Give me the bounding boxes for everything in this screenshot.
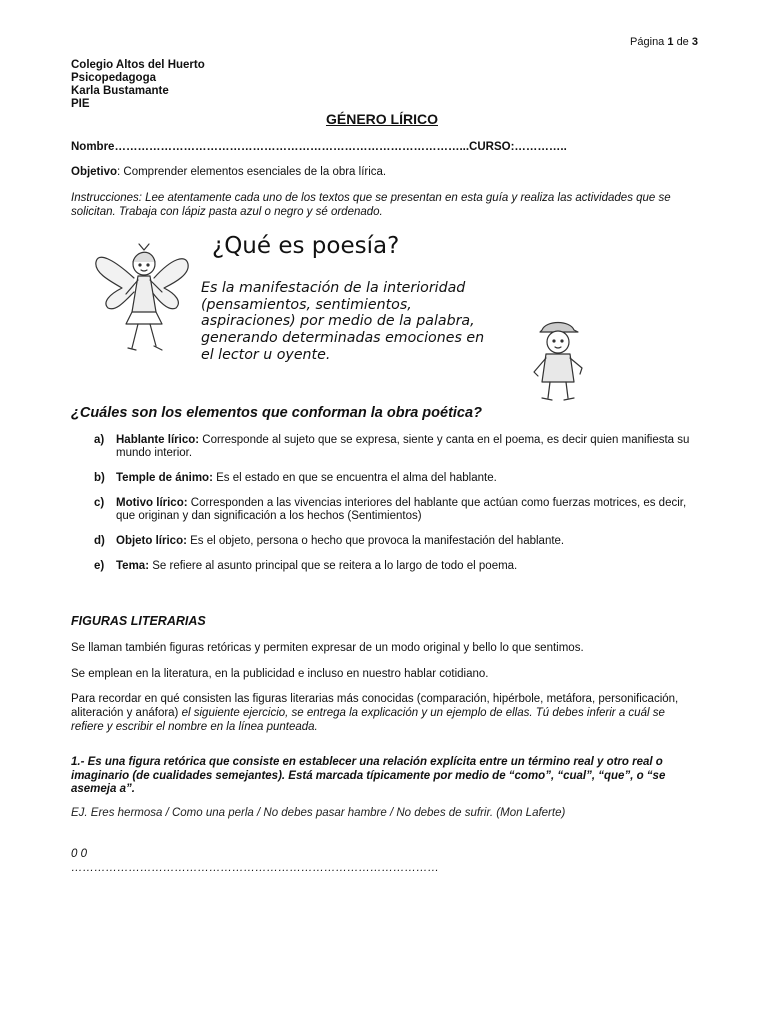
poetry-line: (pensamientos, sentimientos, — [201, 296, 412, 313]
figures-paragraph-plain: Para recordar en qué consisten las figuras literarias más conocidas (comparación, hipérbole, metáfora, personificación, aliteración y anáfora) — [71, 693, 679, 719]
elements-list — [94, 434, 694, 585]
list-term: Tema: — [116, 560, 150, 572]
poetry-definition — [201, 280, 546, 364]
school-role: Psicopedagoga — [71, 72, 156, 84]
list-letter: a) — [94, 434, 105, 446]
list-item — [94, 434, 694, 460]
poetry-title: ¿Qué es poesía? — [212, 233, 400, 259]
answer-prefix: 0 0 — [71, 848, 87, 860]
school-name: Colegio Altos del Huerto — [71, 59, 205, 71]
name-course-line: Nombre………………………………………………………………………………...CURSO:………….. — [71, 141, 567, 153]
list-term: Hablante lírico: — [116, 434, 200, 446]
exercise-question: 1.- Es una figura retórica que consiste en establecer una relación explícita entre un término real y otro real o imaginario (de cualidades semejantes). Está marcada típicamente por medio de “como”, “cual”, “que”, o “se asemeja a”. — [71, 756, 666, 795]
list-item — [94, 497, 694, 523]
figures-paragraph: Se emplean en la literatura, en la publicidad e incluso en nuestro hablar cotidiano. — [71, 668, 489, 680]
poetry-line: el lector u oyente. — [201, 346, 331, 363]
instructions: Instrucciones: Lee atentamente cada uno de los textos que se presentan en esta guía y realiza las actividades que se solicitan. Trabaja con lápiz pasta azul o negro y sé ordenado. — [71, 192, 671, 218]
list-term: Temple de ánimo: — [116, 472, 213, 484]
list-text: Se refiere al asunto principal que se reitera a lo largo de todo el poema. — [149, 560, 518, 572]
list-letter: d) — [94, 535, 105, 547]
boy-drawing-icon — [520, 316, 595, 402]
school-program: PIE — [71, 98, 90, 110]
objective — [71, 166, 386, 178]
list-item — [94, 472, 694, 485]
list-text: Corresponde al sujeto que se expresa, siente y canta en el poema, es decir quien manifiesta su mundo interior. — [116, 434, 690, 459]
poetry-line: Es la manifestación de la interioridad — [201, 280, 466, 296]
figures-heading: FIGURAS LITERARIAS — [71, 614, 206, 628]
page-title — [0, 111, 768, 127]
page-current: 1 — [667, 36, 674, 48]
school-teacher: Karla Bustamante — [71, 85, 169, 97]
list-text: Corresponden a las vivencias interiores del hablante que actúan como fuerzas motrices, es decir, que originan y dan significación a los hechos (Sentimientos) — [116, 497, 687, 522]
page-total: 3 — [691, 36, 698, 48]
fairy-drawing-icon — [92, 238, 192, 356]
page-title-text: GÉNERO LÍRICO — [325, 111, 438, 127]
page-number — [630, 36, 698, 48]
list-item — [94, 535, 694, 548]
objective-text: : Comprender elementos esenciales de la obra lírica. — [117, 166, 387, 178]
list-letter: b) — [94, 472, 105, 484]
list-term: Objeto lírico: — [116, 535, 187, 547]
list-letter: e) — [94, 560, 105, 572]
answer-dots[interactable]: …………………………………………………………………………………… — [71, 862, 439, 874]
answer-line[interactable] — [71, 847, 439, 875]
poetry-line: aspiraciones) por medio de la palabra, — [201, 313, 475, 330]
page-label: Página — [630, 36, 665, 48]
list-item — [94, 560, 694, 573]
objective-label: Objetivo — [71, 166, 118, 178]
exercise-example: EJ. Eres hermosa / Como una perla / No debes pasar hambre / No debes de sufrir. (Mon Laferte) — [71, 807, 566, 819]
school-info — [71, 59, 205, 111]
list-letter: c) — [94, 497, 105, 509]
page-of: de — [676, 36, 689, 48]
list-term: Motivo lírico: — [116, 497, 188, 509]
poetry-line: generando determinadas emociones en — [201, 330, 485, 347]
list-text: Es el estado en que se encuentra el alma del hablante. — [212, 472, 497, 484]
list-text: Es el objeto, persona o hecho que provoca la manifestación del hablante. — [186, 535, 565, 547]
figures-paragraph: Se llaman también figuras retóricas y permiten expresar de un modo original y bello lo que sentimos. — [71, 642, 584, 654]
figures-paragraph — [71, 692, 696, 734]
figures-paragraph-italic: el siguiente ejercicio, se entrega la explicación y un ejemplo de ellas. Tú debes inferir a cuál se refiere y escribir el nombre en la línea punteada. — [71, 707, 665, 733]
elements-heading: ¿Cuáles son los elementos que conforman la obra poética? — [71, 405, 482, 421]
